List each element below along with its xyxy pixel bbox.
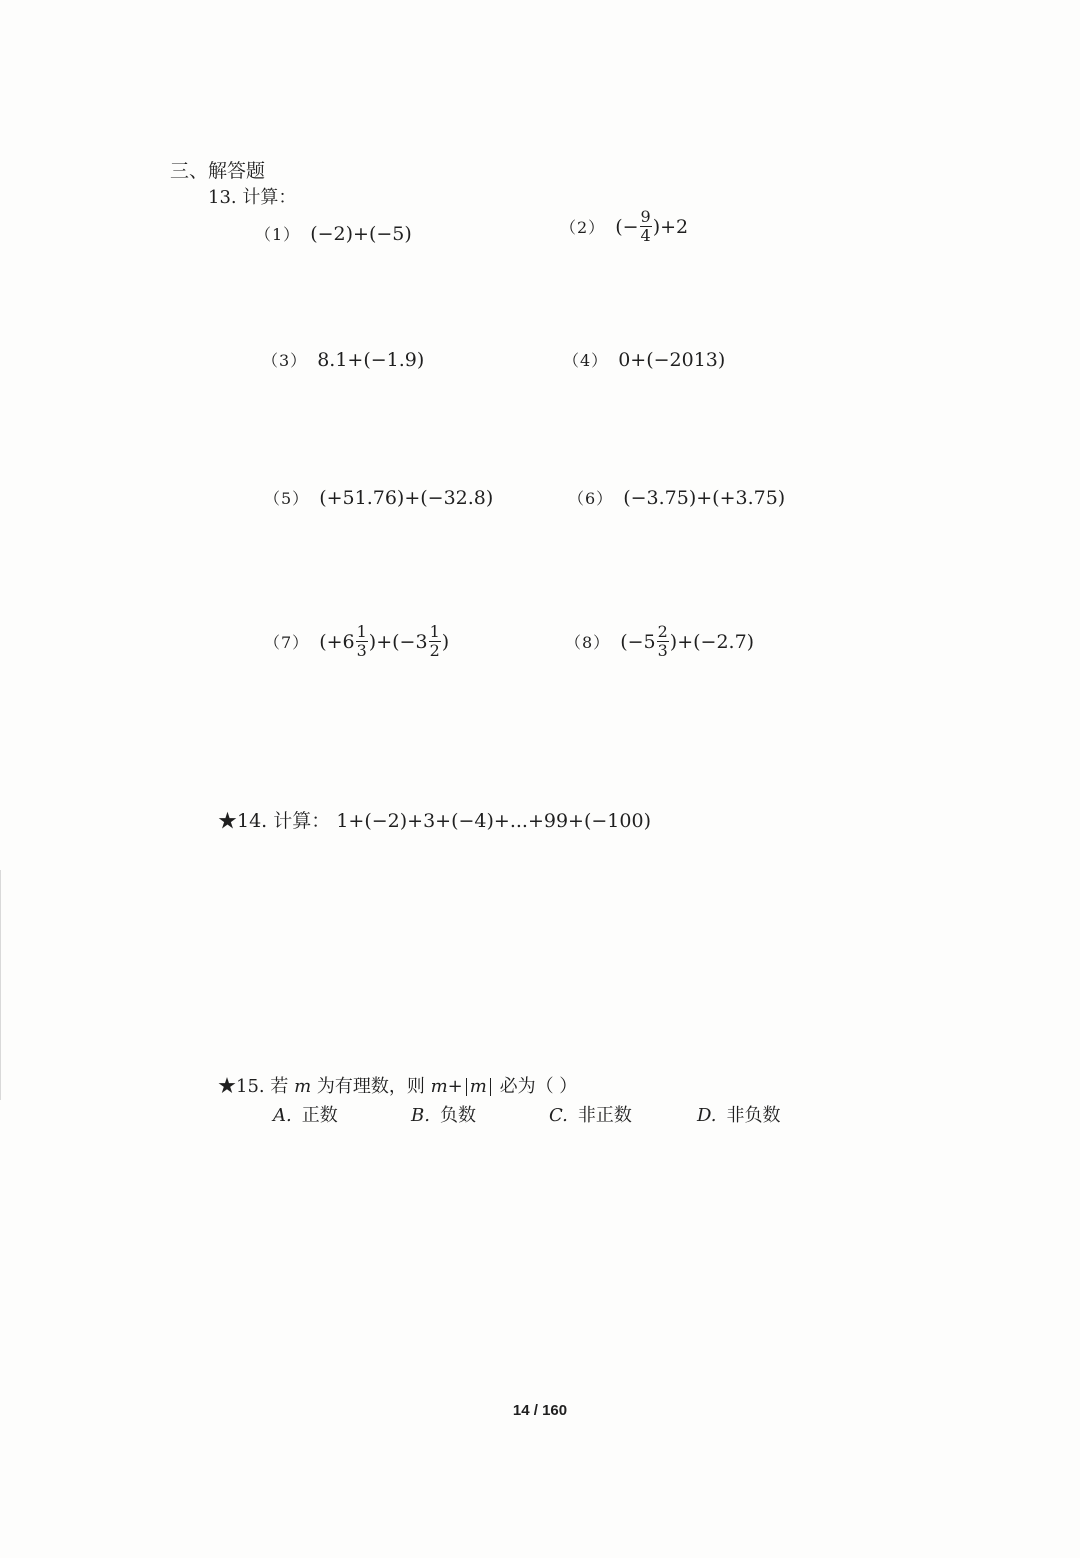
item-expression: (+51.76)+(−32.8) — [319, 486, 494, 509]
option-text: 非正数 — [577, 1105, 632, 1126]
abs-variable: m — [469, 1076, 487, 1097]
scan-edge-artifact — [0, 870, 1, 1100]
question-15-mid: 为有理数，则 — [311, 1076, 431, 1097]
option-letter: D. — [697, 1105, 717, 1126]
section-title: 三、解答题 — [170, 160, 266, 182]
question-14-label: ★14. 计算： — [218, 810, 331, 832]
option-a[interactable] — [273, 1101, 338, 1127]
q13-item-5 — [264, 486, 493, 509]
expr-mid: )+(−3 — [368, 630, 428, 653]
option-d[interactable] — [697, 1101, 781, 1127]
expr-pre: (− — [615, 215, 639, 238]
option-letter: A. — [273, 1105, 292, 1126]
fraction-denominator: 3 — [356, 641, 367, 660]
fraction-denominator: 3 — [657, 641, 668, 660]
abs-bar-left — [466, 1078, 467, 1096]
q13-item-6 — [568, 486, 785, 509]
question-15-post: 必为（ ） — [493, 1076, 578, 1097]
expr-pre: (+6 — [319, 630, 355, 653]
option-text: 负数 — [439, 1105, 476, 1126]
item-number: （1） — [255, 225, 301, 244]
expr-post: )+(−2.7) — [669, 630, 755, 653]
item-number: （3） — [262, 351, 308, 370]
option-text: 正数 — [301, 1105, 338, 1126]
item-number: （5） — [264, 489, 310, 508]
variable-m: m — [294, 1076, 312, 1097]
fraction — [640, 209, 652, 244]
q13-item-4 — [563, 348, 725, 371]
option-letter: C. — [549, 1105, 568, 1126]
fraction-denominator: 2 — [429, 641, 440, 660]
abs-bar-right — [490, 1078, 491, 1096]
expr-post: ) — [441, 630, 450, 653]
fraction — [657, 624, 669, 659]
question-14 — [218, 806, 651, 833]
expr-pre: (−5 — [620, 630, 656, 653]
item-number: （2） — [560, 218, 606, 237]
fraction-numerator: 1 — [429, 622, 440, 641]
option-text: 非负数 — [726, 1105, 781, 1126]
item-number: （7） — [264, 633, 310, 652]
item-expression: 8.1+(−1.9) — [317, 348, 425, 371]
item-number: （8） — [565, 633, 611, 652]
question-15-pre: ★15. 若 — [218, 1076, 295, 1097]
option-letter: B. — [411, 1105, 430, 1126]
q13-item-7 — [264, 624, 449, 659]
item-expression: (−3.75)+(+3.75) — [623, 486, 786, 509]
item-number: （4） — [563, 351, 609, 370]
item-expression: 0+(−2013) — [618, 348, 726, 371]
fraction — [429, 624, 441, 659]
q13-item-1 — [255, 222, 412, 245]
item-expression: (−2)+(−5) — [310, 222, 412, 245]
option-c[interactable] — [549, 1101, 632, 1127]
q13-item-3 — [262, 348, 424, 371]
expr-post: )+2 — [652, 215, 689, 238]
fraction-denominator: 4 — [640, 226, 651, 245]
fraction — [356, 624, 368, 659]
fraction-numerator: 9 — [640, 207, 651, 226]
q13-item-8 — [565, 624, 754, 659]
page-number: 14 / 160 — [512, 1402, 568, 1419]
q13-item-2 — [560, 209, 688, 244]
item-number: （6） — [568, 489, 614, 508]
expression-var: m+ — [430, 1076, 463, 1097]
question-15 — [218, 1072, 577, 1098]
question-14-expression: 1+(−2)+3+(−4)+...+99+(−100) — [336, 810, 651, 832]
option-b[interactable] — [411, 1101, 476, 1127]
fraction-numerator: 1 — [356, 622, 367, 641]
fraction-numerator: 2 — [657, 622, 668, 641]
question-13-label: 13. 计算： — [208, 187, 297, 208]
